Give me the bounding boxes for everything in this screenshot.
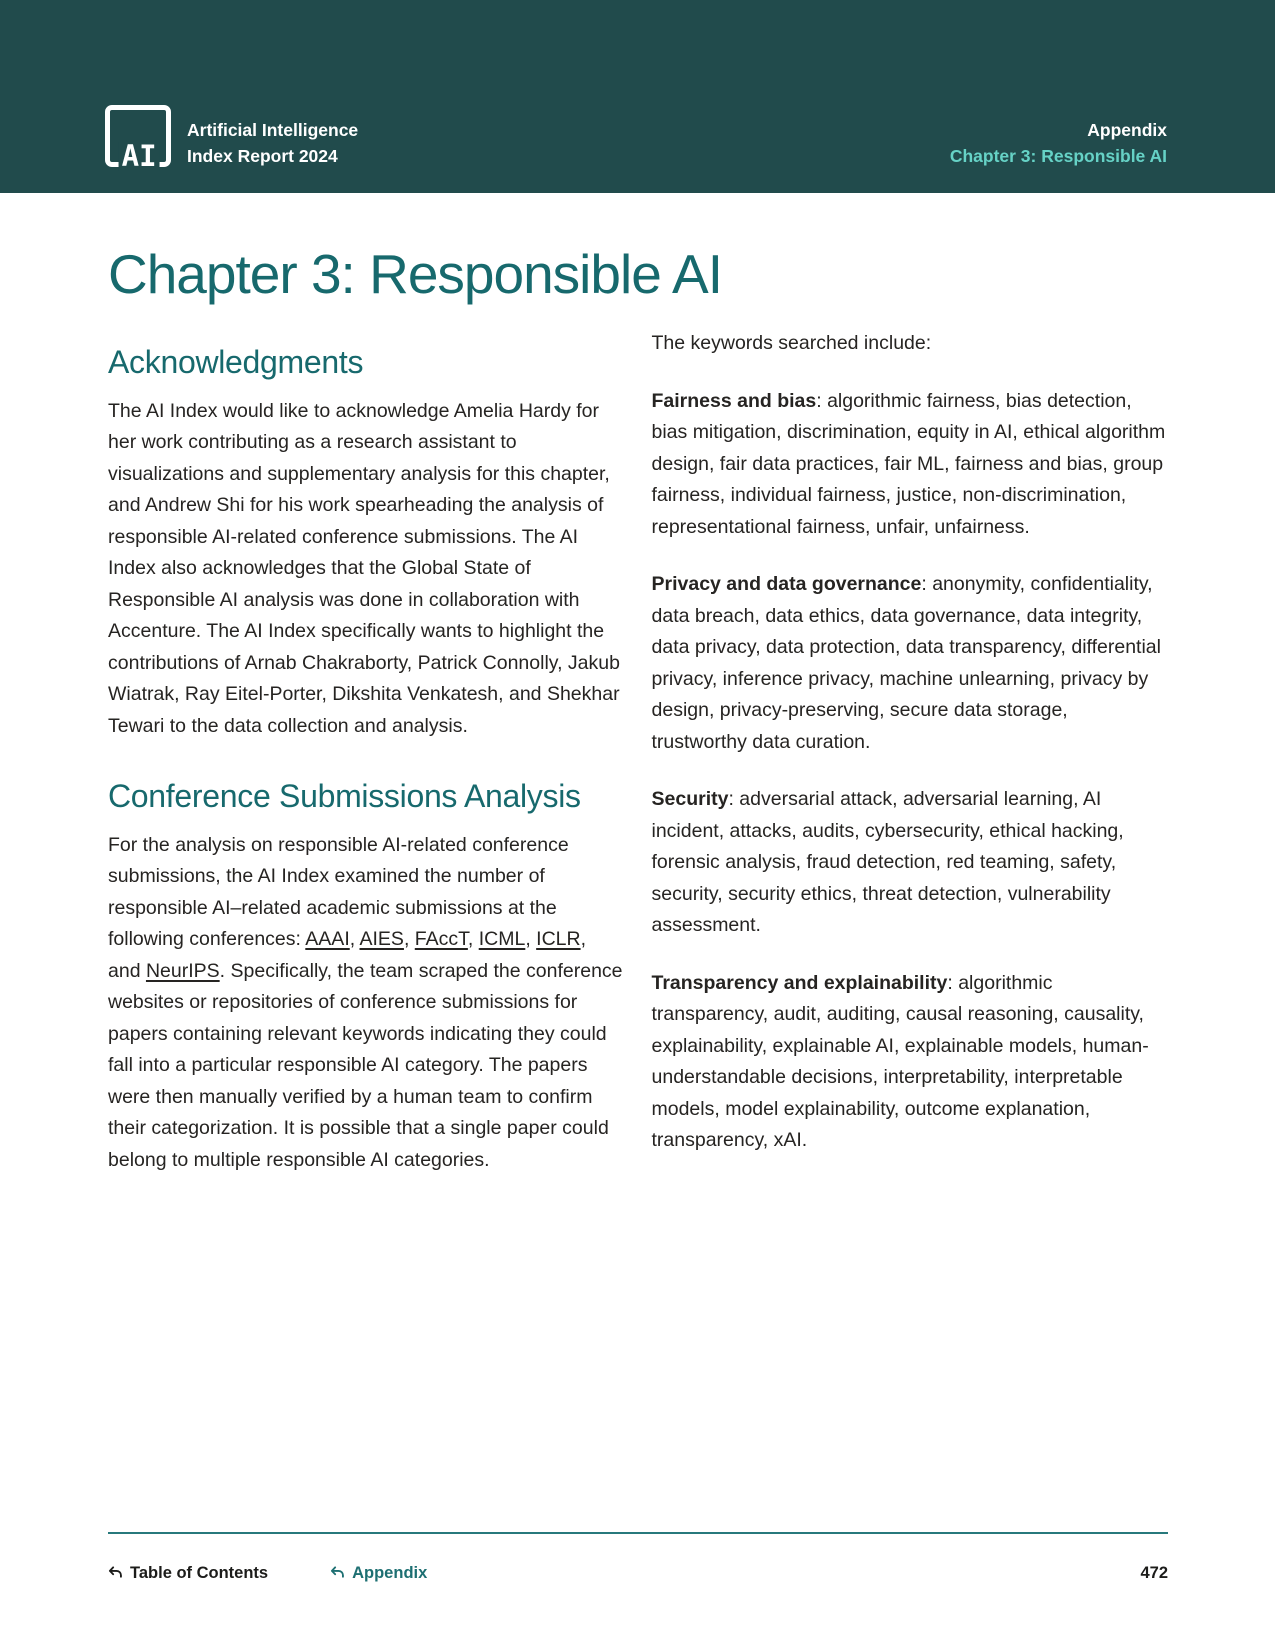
header-context	[950, 117, 1167, 169]
keyword-groups	[652, 386, 1168, 1157]
header-appendix-label: Appendix	[1087, 120, 1167, 140]
keyword-category-label: Fairness and bias	[651, 389, 817, 412]
header-chapter-label: Chapter 3: Responsible AI	[949, 146, 1167, 166]
conference-link-icml[interactable]: ICML	[478, 928, 526, 951]
text-segment: . Specifically, the team scraped the conference websites or repositories of conference submissions for papers containing relevant keywords indicating they could fall into a particular responsible AI category. The papers were then manually verified by a human team to confirm their categorization. It is possible that a single paper could belong to multiple responsible AI categories.	[108, 959, 623, 1171]
appendix-link-label: Appendix	[352, 1564, 428, 1582]
keyword-group	[652, 784, 1168, 942]
main-content	[0, 243, 1275, 1176]
keyword-category-label: Security	[651, 788, 729, 811]
brand-line-1: Artificial Intelligence	[187, 120, 359, 140]
keyword-list: : adversarial attack, adversarial learning, AI incident, attacks, audits, cybersecurity, ethical hacking, forensic analysis, fraud detection, red teaming, safety, security, security ethics, threat detection, vulnerability assessment.	[651, 788, 1124, 937]
keyword-group	[652, 386, 1168, 544]
page-number: 472	[1140, 1564, 1168, 1582]
right-column	[652, 316, 1168, 1176]
keyword-list: : anonymity, confidentiality, data breach, data ethics, data governance, data integrity, data privacy, data protection, data transparency, differential privacy, inference privacy, machine unlearning, privacy by design, privacy-preserving, secure data storage, trustworthy data curation.	[651, 573, 1161, 753]
conference-link-neurips[interactable]: NeurIPS	[145, 959, 220, 982]
text-segment: , and	[108, 928, 587, 982]
keywords-intro: The keywords searched include:	[651, 332, 932, 355]
keyword-category-label: Transparency and explainability	[651, 971, 948, 994]
text-segment: ,	[525, 928, 537, 951]
conference-analysis-paragraph	[108, 830, 624, 1177]
acknowledgments-heading: Acknowledgments	[108, 344, 364, 381]
keyword-list: : algorithmic fairness, bias detection, bias mitigation, discrimination, equity in AI, ethical algorithm design, fair data practices, fair ML, fairness and bias, group fairness, individual fairness, justice, non-discrimination, representational fairness, unfair, unfairness.	[651, 389, 1166, 538]
appendix-link[interactable]	[330, 1564, 427, 1583]
left-column	[108, 316, 624, 1176]
page-title: Chapter 3: Responsible AI	[108, 243, 722, 305]
return-arrow-icon	[330, 1566, 345, 1581]
two-column-layout	[108, 316, 1167, 1176]
conference-link-aaai[interactable]: AAAI	[305, 928, 350, 951]
keyword-list: : algorithmic transparency, audit, auditing, causal reasoning, causality, explainability, explainable AI, explainable models, human-understandable decisions, interpretability, interpretable models, model explainability, outcome explanation, transparency, xAI.	[651, 971, 1149, 1152]
text-segment: ,	[349, 928, 360, 951]
brand-line-2: Index Report 2024	[187, 146, 338, 166]
return-arrow-icon	[108, 1566, 123, 1581]
logo-ai-text: AI	[119, 142, 160, 171]
brand-text	[187, 117, 358, 169]
page-footer	[108, 1532, 1168, 1583]
conference-analysis-heading: Conference Submissions Analysis	[108, 778, 581, 815]
keyword-group	[652, 569, 1168, 758]
conference-link-iclr[interactable]: ICLR	[536, 928, 581, 951]
text-segment: ,	[467, 928, 479, 951]
table-of-contents-label: Table of Contents	[130, 1564, 269, 1582]
text-segment: For the analysis on responsible AI-related conference submissions, the AI Index examined the number of responsible AI–related academic submissions at the following conferences:	[108, 833, 569, 951]
keyword-group	[652, 968, 1168, 1157]
header-band	[0, 0, 1275, 193]
acknowledgments-paragraph: The AI Index would like to acknowledge Amelia Hardy for her work contributing as a research assistant to visualizations and supplementary analysis for this chapter, and Andrew Shi for his work spearheading the analysis of responsible AI-related conference submissions. The AI Index also acknowledges that the Global State of Responsible AI analysis was done in collaboration with Accenture. The AI Index specifically wants to highlight the contributions of Arnab Chakraborty, Patrick Connolly, Jakub Wiatrak, Ray Eitel-Porter, Dikshita Venkatesh, and Shekhar Tewari to the data collection and analysis.	[108, 399, 620, 737]
conference-link-facct[interactable]: FAccT	[414, 928, 468, 951]
keyword-category-label: Privacy and data governance	[651, 573, 922, 596]
text-segment: ,	[403, 928, 415, 951]
brand-block	[105, 105, 359, 173]
ai-index-logo-icon	[105, 105, 171, 173]
conference-link-aies[interactable]: AIES	[359, 928, 404, 951]
table-of-contents-link[interactable]	[108, 1564, 268, 1583]
